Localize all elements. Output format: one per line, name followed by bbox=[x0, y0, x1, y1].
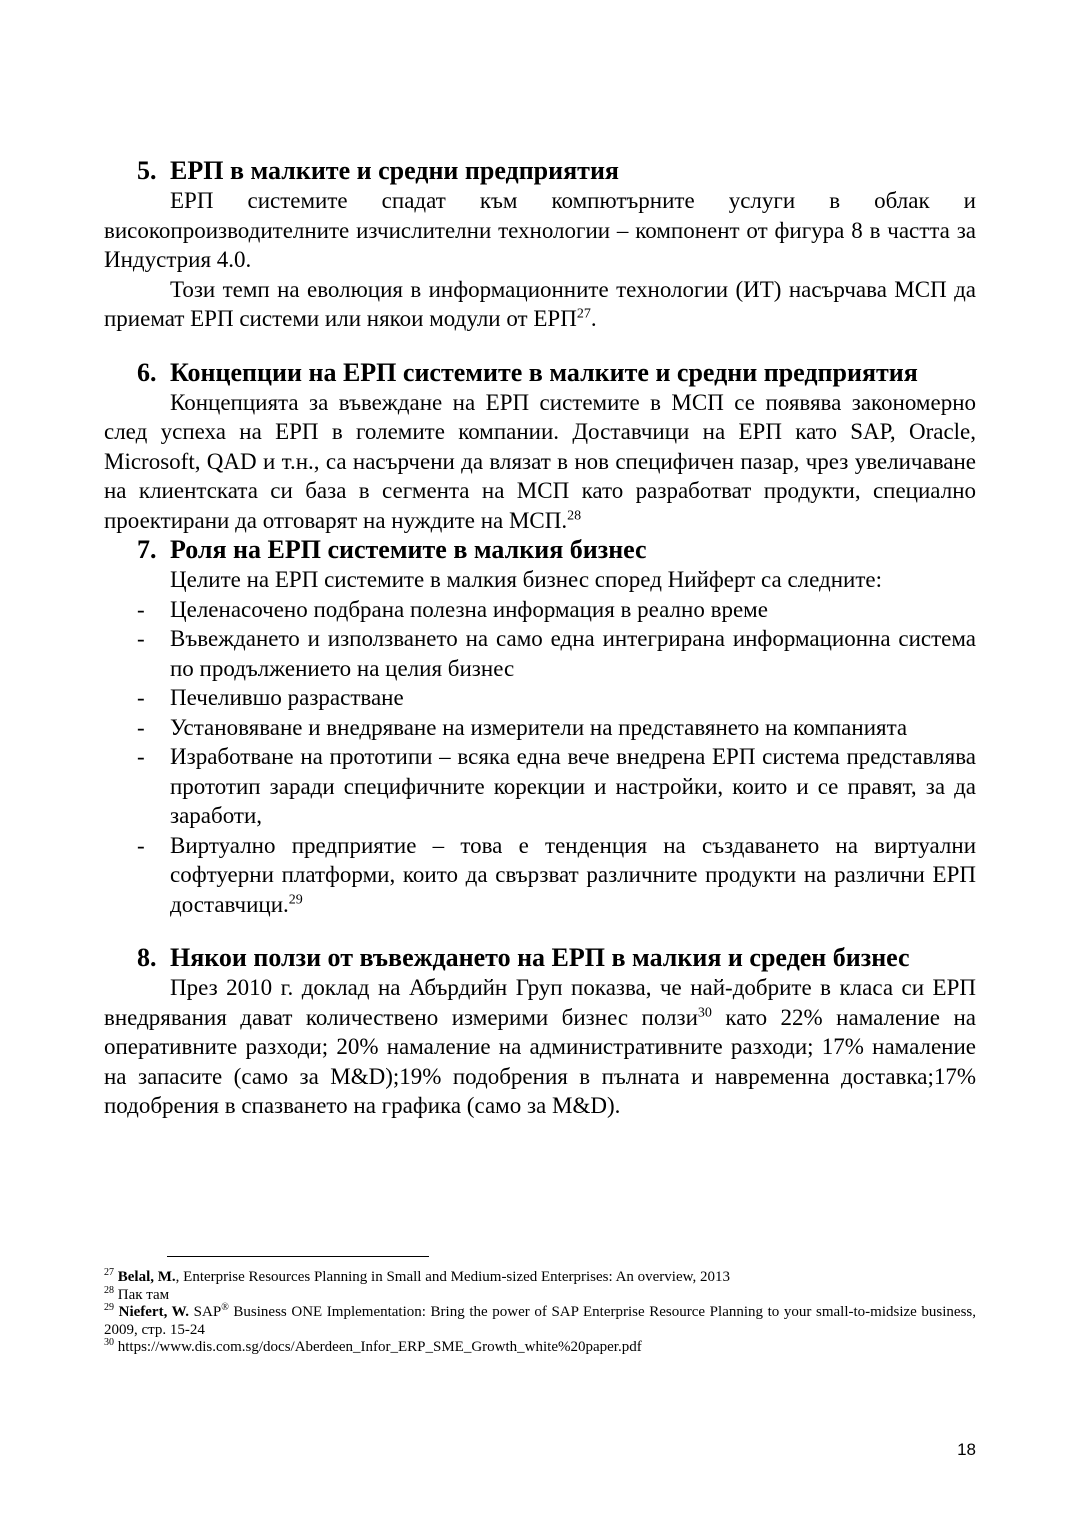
footnote-text: Business ONE Implementation: Bring the power of SAP Enterprise Resource Planning to your small-to-midsize business, 2009, стр. 15-24 bbox=[104, 1304, 977, 1338]
list-intro: Целите на ЕРП системите в малкия бизнес според Нийферт са следните: bbox=[170, 567, 883, 592]
footnote-28 bbox=[104, 1284, 976, 1305]
page-number: 18 bbox=[957, 1440, 976, 1459]
list-item bbox=[104, 831, 976, 920]
page-body bbox=[104, 156, 976, 1121]
paragraph-text: като 22% намаление на оперативните разходи; 20% намаление на административните разходи; 17% намаление на запасите (само за M&D);19% подобрения в пълната и навременна доставка;17% подобрения в спазването на графика (само за M&D). bbox=[104, 1004, 976, 1118]
paragraph: ЕРП системите спадат към компютърните услуги в облак и високопроизводителните изчислителни технологии – компонент от фигура 8 в частта за Индустрия 4.0. bbox=[104, 188, 976, 272]
footnote-ref[interactable]: 28 bbox=[567, 507, 582, 523]
paragraph bbox=[104, 275, 976, 334]
goals-list bbox=[104, 595, 976, 920]
section-8-heading bbox=[104, 943, 976, 973]
footnote-text: Пак там bbox=[117, 1286, 170, 1303]
section-title: Концепции на ЕРП системите в малките и средни предприятия bbox=[170, 357, 918, 387]
paragraph-text: Концепцията за въвеждане на ЕРП системите в МСП се появява закономерно след успеха на ЕРП в големите компании. Доставчици на ЕРП като SAP, Oracle, Microsoft, QAD и т.н., са насърчени да влязат в нов специфичен пазар, чрез увеличаване на клиентската си база в сегмента на МСП като разработват продукти, специално проектирани да отговарят на нуждите на МСП. bbox=[104, 389, 976, 533]
footnote-ref[interactable]: 27 bbox=[576, 306, 591, 322]
paragraph bbox=[104, 388, 976, 536]
section-title: Някои ползи от въвеждането на ЕРП в малкия и среден бизнес bbox=[170, 943, 910, 972]
footnote-text: , Enterprise Resources Planning in Small and Medium-sized Enterprises: An overview, 2013 bbox=[175, 1269, 730, 1285]
paragraph-text: . bbox=[590, 306, 597, 331]
footnote-author: Niefert, W. bbox=[118, 1304, 190, 1320]
footnote-number: 29 bbox=[104, 1302, 114, 1313]
footnote-number: 28 bbox=[104, 1284, 114, 1296]
list-item: - Печелившо разрастване bbox=[104, 683, 976, 713]
section-6-heading bbox=[104, 358, 976, 388]
footnote-number: 30 bbox=[104, 1337, 114, 1348]
footnotes bbox=[104, 1269, 976, 1357]
paragraph-text: През 2010 г. доклад на Абърдийн Груп показва, че най-добрите в класа си ЕРП внедрявания дават количествено измерими бизнес ползи bbox=[104, 975, 976, 1030]
list-item: - Целенасочено подбрана полезна информация в реално време bbox=[104, 595, 976, 625]
footnote-29 bbox=[104, 1304, 976, 1339]
list-item: - Установяване и внедряване на измерители на представянето на компанията bbox=[104, 713, 976, 743]
section-5-heading bbox=[104, 156, 976, 186]
section-number: 5. bbox=[137, 156, 157, 185]
section-number: 6. bbox=[137, 357, 157, 387]
registered-mark: ® bbox=[221, 1302, 229, 1313]
paragraph bbox=[104, 973, 976, 1121]
footnote-ref[interactable]: 29 bbox=[288, 891, 303, 907]
footnote-ref[interactable]: 30 bbox=[697, 1004, 712, 1020]
footnote-text: SAP bbox=[193, 1304, 222, 1320]
paragraph-text: Този темп на еволюция в информационните технологии (ИТ) насърчава МСП да приемат ЕРП системи или някои модули от ЕРП bbox=[104, 276, 976, 331]
footnote-divider bbox=[167, 1256, 429, 1257]
section-number: 8. bbox=[137, 943, 157, 972]
section-title: ЕРП в малките и средни предприятия bbox=[170, 156, 619, 185]
section-title: Роля на ЕРП системите в малкия бизнес bbox=[170, 535, 647, 564]
list-item-text: Виртуално предприятие – това е тенденция на създаването на виртуални софтуерни платформи, които да свързват различните продукти на различни ЕРП доставчици. bbox=[170, 832, 976, 917]
footnote-number: 27 bbox=[104, 1267, 114, 1278]
list-item: - Въвеждането и използването на само една интегрирана информационна система по продължението на целия бизнес bbox=[104, 624, 976, 683]
footnote-27 bbox=[104, 1269, 976, 1287]
footnote-30 bbox=[104, 1339, 976, 1357]
list-item: - Изработване на прототипи – всяка една вече внедрена ЕРП система представлява прототип заради специфичните корекции и настройки, които и се правят, за да заработи, bbox=[104, 742, 976, 831]
footnote-author: Belal, M. bbox=[117, 1269, 176, 1285]
section-7-heading bbox=[104, 535, 976, 565]
footnote-link[interactable]: https://www.dis.com.sg/docs/Aberdeen_Infor_ERP_SME_Growth_white%20paper.pdf bbox=[117, 1339, 642, 1355]
section-number: 7. bbox=[137, 535, 157, 564]
